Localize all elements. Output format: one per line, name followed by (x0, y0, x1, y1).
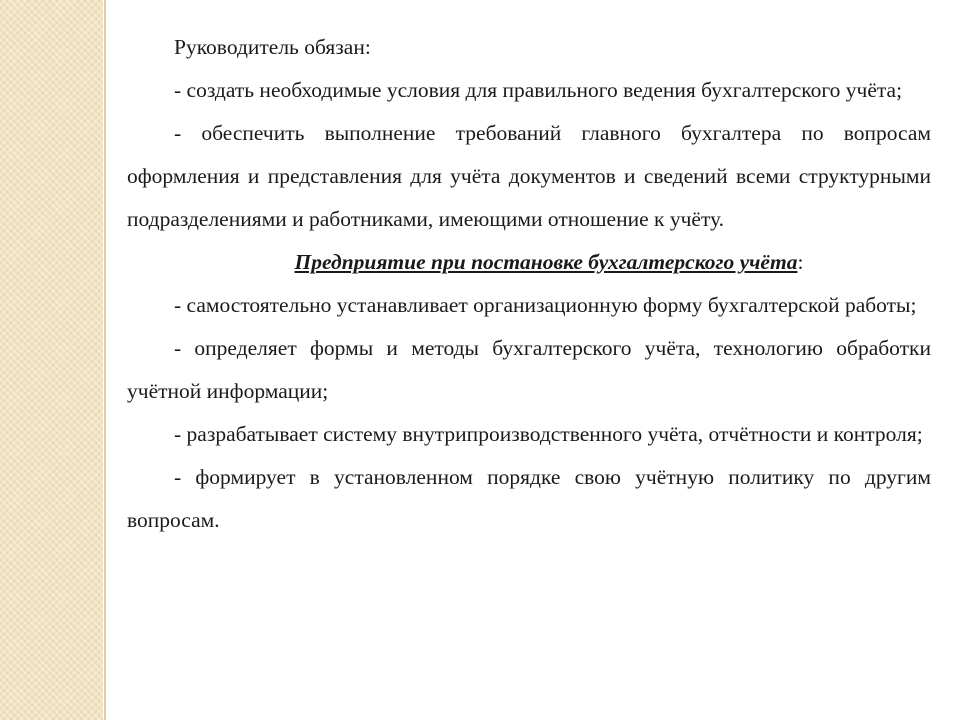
enterprise-item-3: - разрабатывает систему внутрипроизводственного учёта, отчётности и контроля; (174, 422, 923, 446)
text-content (127, 26, 931, 542)
manager-item-1: - создать необходимые условия для правильного ведения бухгалтерского учёта; (174, 78, 903, 102)
manager-item-2: - обеспечить выполнение требований главного бухгалтера по вопросам оформления и представления для учёта документов и сведений всеми структурными подразделениями и работниками, имеющими отношение к учёту. (127, 121, 931, 231)
enterprise-item-2: - определяет формы и методы бухгалтерского учёта, технологию обработки учётной информации; (127, 336, 931, 403)
section-heading-colon: : (797, 250, 804, 274)
decorative-side-band (0, 0, 103, 720)
section-heading (127, 241, 931, 284)
enterprise-item-1: - самостоятельно устанавливает организационную форму бухгалтерской работы; (174, 293, 917, 317)
intro-line: Руководитель обязан: (174, 35, 371, 59)
side-divider-line (104, 0, 106, 720)
section-heading-text: Предприятие при постановке бухгалтерского учёта (294, 250, 798, 274)
enterprise-item-4: - формирует в установленном порядке свою учётную политику по другим вопросам. (127, 465, 931, 532)
